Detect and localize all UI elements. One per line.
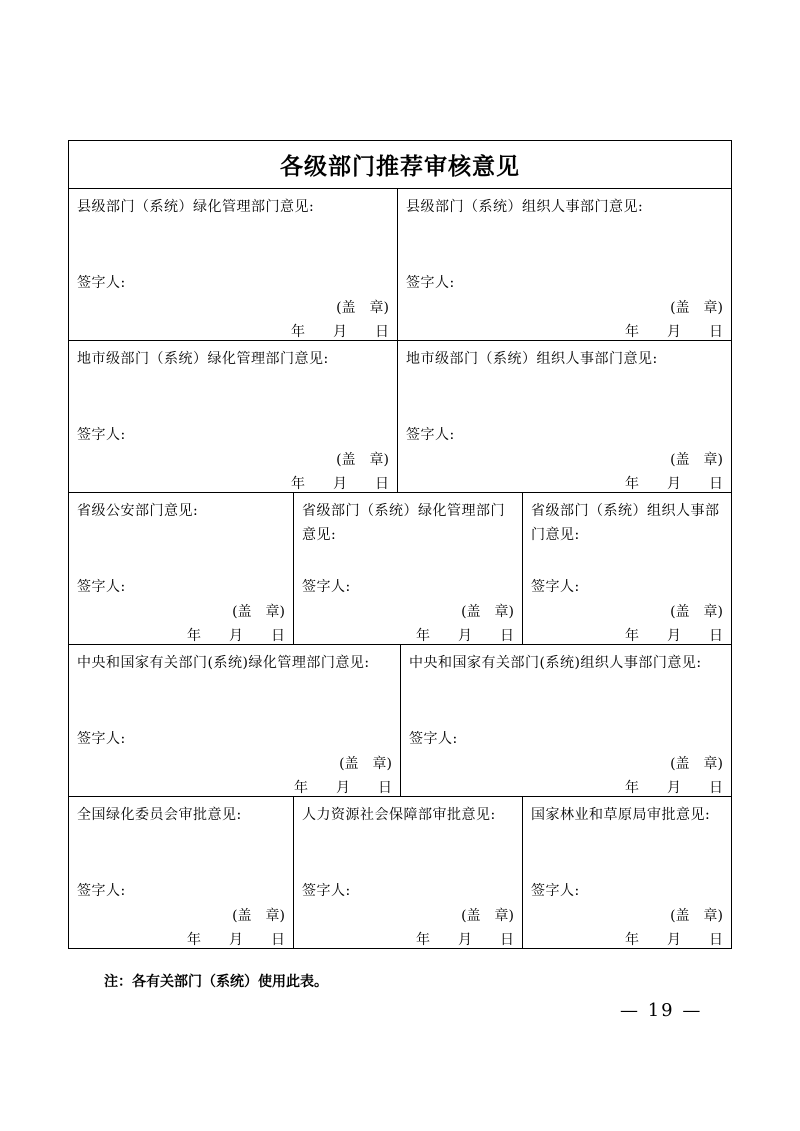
row-city xyxy=(69,341,731,493)
date-label: 年 月 日 xyxy=(416,628,514,644)
date-label: 年 月 日 xyxy=(294,780,392,796)
signer-label: 签字人: xyxy=(77,883,126,899)
date-label: 年 月 日 xyxy=(291,476,389,492)
seal-label: (盖 章) xyxy=(670,908,723,924)
opinion-label: 省级公安部门意见: xyxy=(77,503,199,519)
seal-label: (盖 章) xyxy=(461,908,514,924)
seal-label: (盖 章) xyxy=(232,604,285,620)
cell-city-greening xyxy=(69,341,398,492)
signer-label: 签字人: xyxy=(406,275,455,291)
signer-label: 签字人: xyxy=(77,731,126,747)
seal-label: (盖 章) xyxy=(232,908,285,924)
date-label: 年 月 日 xyxy=(187,932,285,948)
signer-label: 签字人: xyxy=(531,883,580,899)
seal-label: (盖 章) xyxy=(670,452,723,468)
cell-mohrss xyxy=(294,797,523,948)
date-label: 年 月 日 xyxy=(625,628,723,644)
date-label: 年 月 日 xyxy=(291,324,389,340)
date-label: 年 月 日 xyxy=(625,476,723,492)
row-county xyxy=(69,189,731,341)
opinion-label: 地市级部门（系统）组织人事部门意见: xyxy=(406,351,658,367)
signer-label: 签字人: xyxy=(77,275,126,291)
signer-label: 签字人: xyxy=(302,579,351,595)
opinion-label: 省级部门（系统）组织人事部门意见: xyxy=(531,503,720,543)
date-label: 年 月 日 xyxy=(625,780,723,796)
form-title: 各级部门推荐审核意见 xyxy=(69,141,731,189)
cell-prov-greening xyxy=(294,493,523,644)
row-province xyxy=(69,493,731,645)
cell-central-greening xyxy=(69,645,401,796)
cell-prov-police xyxy=(69,493,294,644)
opinion-label: 省级部门（系统）绿化管理部门意见: xyxy=(302,503,505,543)
cell-central-hr xyxy=(401,645,731,796)
page-number: — 19 — xyxy=(620,1000,703,1021)
date-label: 年 月 日 xyxy=(187,628,285,644)
seal-label: (盖 章) xyxy=(670,756,723,772)
opinion-label: 国家林业和草原局审批意见: xyxy=(531,807,711,823)
row-central xyxy=(69,645,731,797)
row-national xyxy=(69,797,731,948)
opinion-label: 县级部门（系统）绿化管理部门意见: xyxy=(77,199,315,215)
opinion-label: 地市级部门（系统）绿化管理部门意见: xyxy=(77,351,329,367)
opinion-label: 全国绿化委员会审批意见: xyxy=(77,807,242,823)
seal-label: (盖 章) xyxy=(339,756,392,772)
signer-label: 签字人: xyxy=(409,731,458,747)
cell-city-hr xyxy=(398,341,731,492)
opinion-label: 中央和国家有关部门(系统)组织人事部门意见: xyxy=(409,655,702,671)
review-form xyxy=(68,140,732,949)
date-label: 年 月 日 xyxy=(625,932,723,948)
seal-label: (盖 章) xyxy=(336,452,389,468)
opinion-label: 人力资源社会保障部审批意见: xyxy=(302,807,496,823)
signer-label: 签字人: xyxy=(77,427,126,443)
cell-county-hr xyxy=(398,189,731,340)
opinion-label: 中央和国家有关部门(系统)绿化管理部门意见: xyxy=(77,655,370,671)
signer-label: 签字人: xyxy=(77,579,126,595)
seal-label: (盖 章) xyxy=(670,300,723,316)
seal-label: (盖 章) xyxy=(670,604,723,620)
date-label: 年 月 日 xyxy=(625,324,723,340)
cell-forestry xyxy=(523,797,731,948)
signer-label: 签字人: xyxy=(531,579,580,595)
footnote: 注：各有关部门（系统）使用此表。 xyxy=(104,974,328,990)
cell-county-greening xyxy=(69,189,398,340)
opinion-label: 县级部门（系统）组织人事部门意见: xyxy=(406,199,644,215)
signer-label: 签字人: xyxy=(406,427,455,443)
date-label: 年 月 日 xyxy=(416,932,514,948)
seal-label: (盖 章) xyxy=(336,300,389,316)
cell-prov-hr xyxy=(523,493,731,644)
seal-label: (盖 章) xyxy=(461,604,514,620)
cell-national-committee xyxy=(69,797,294,948)
signer-label: 签字人: xyxy=(302,883,351,899)
